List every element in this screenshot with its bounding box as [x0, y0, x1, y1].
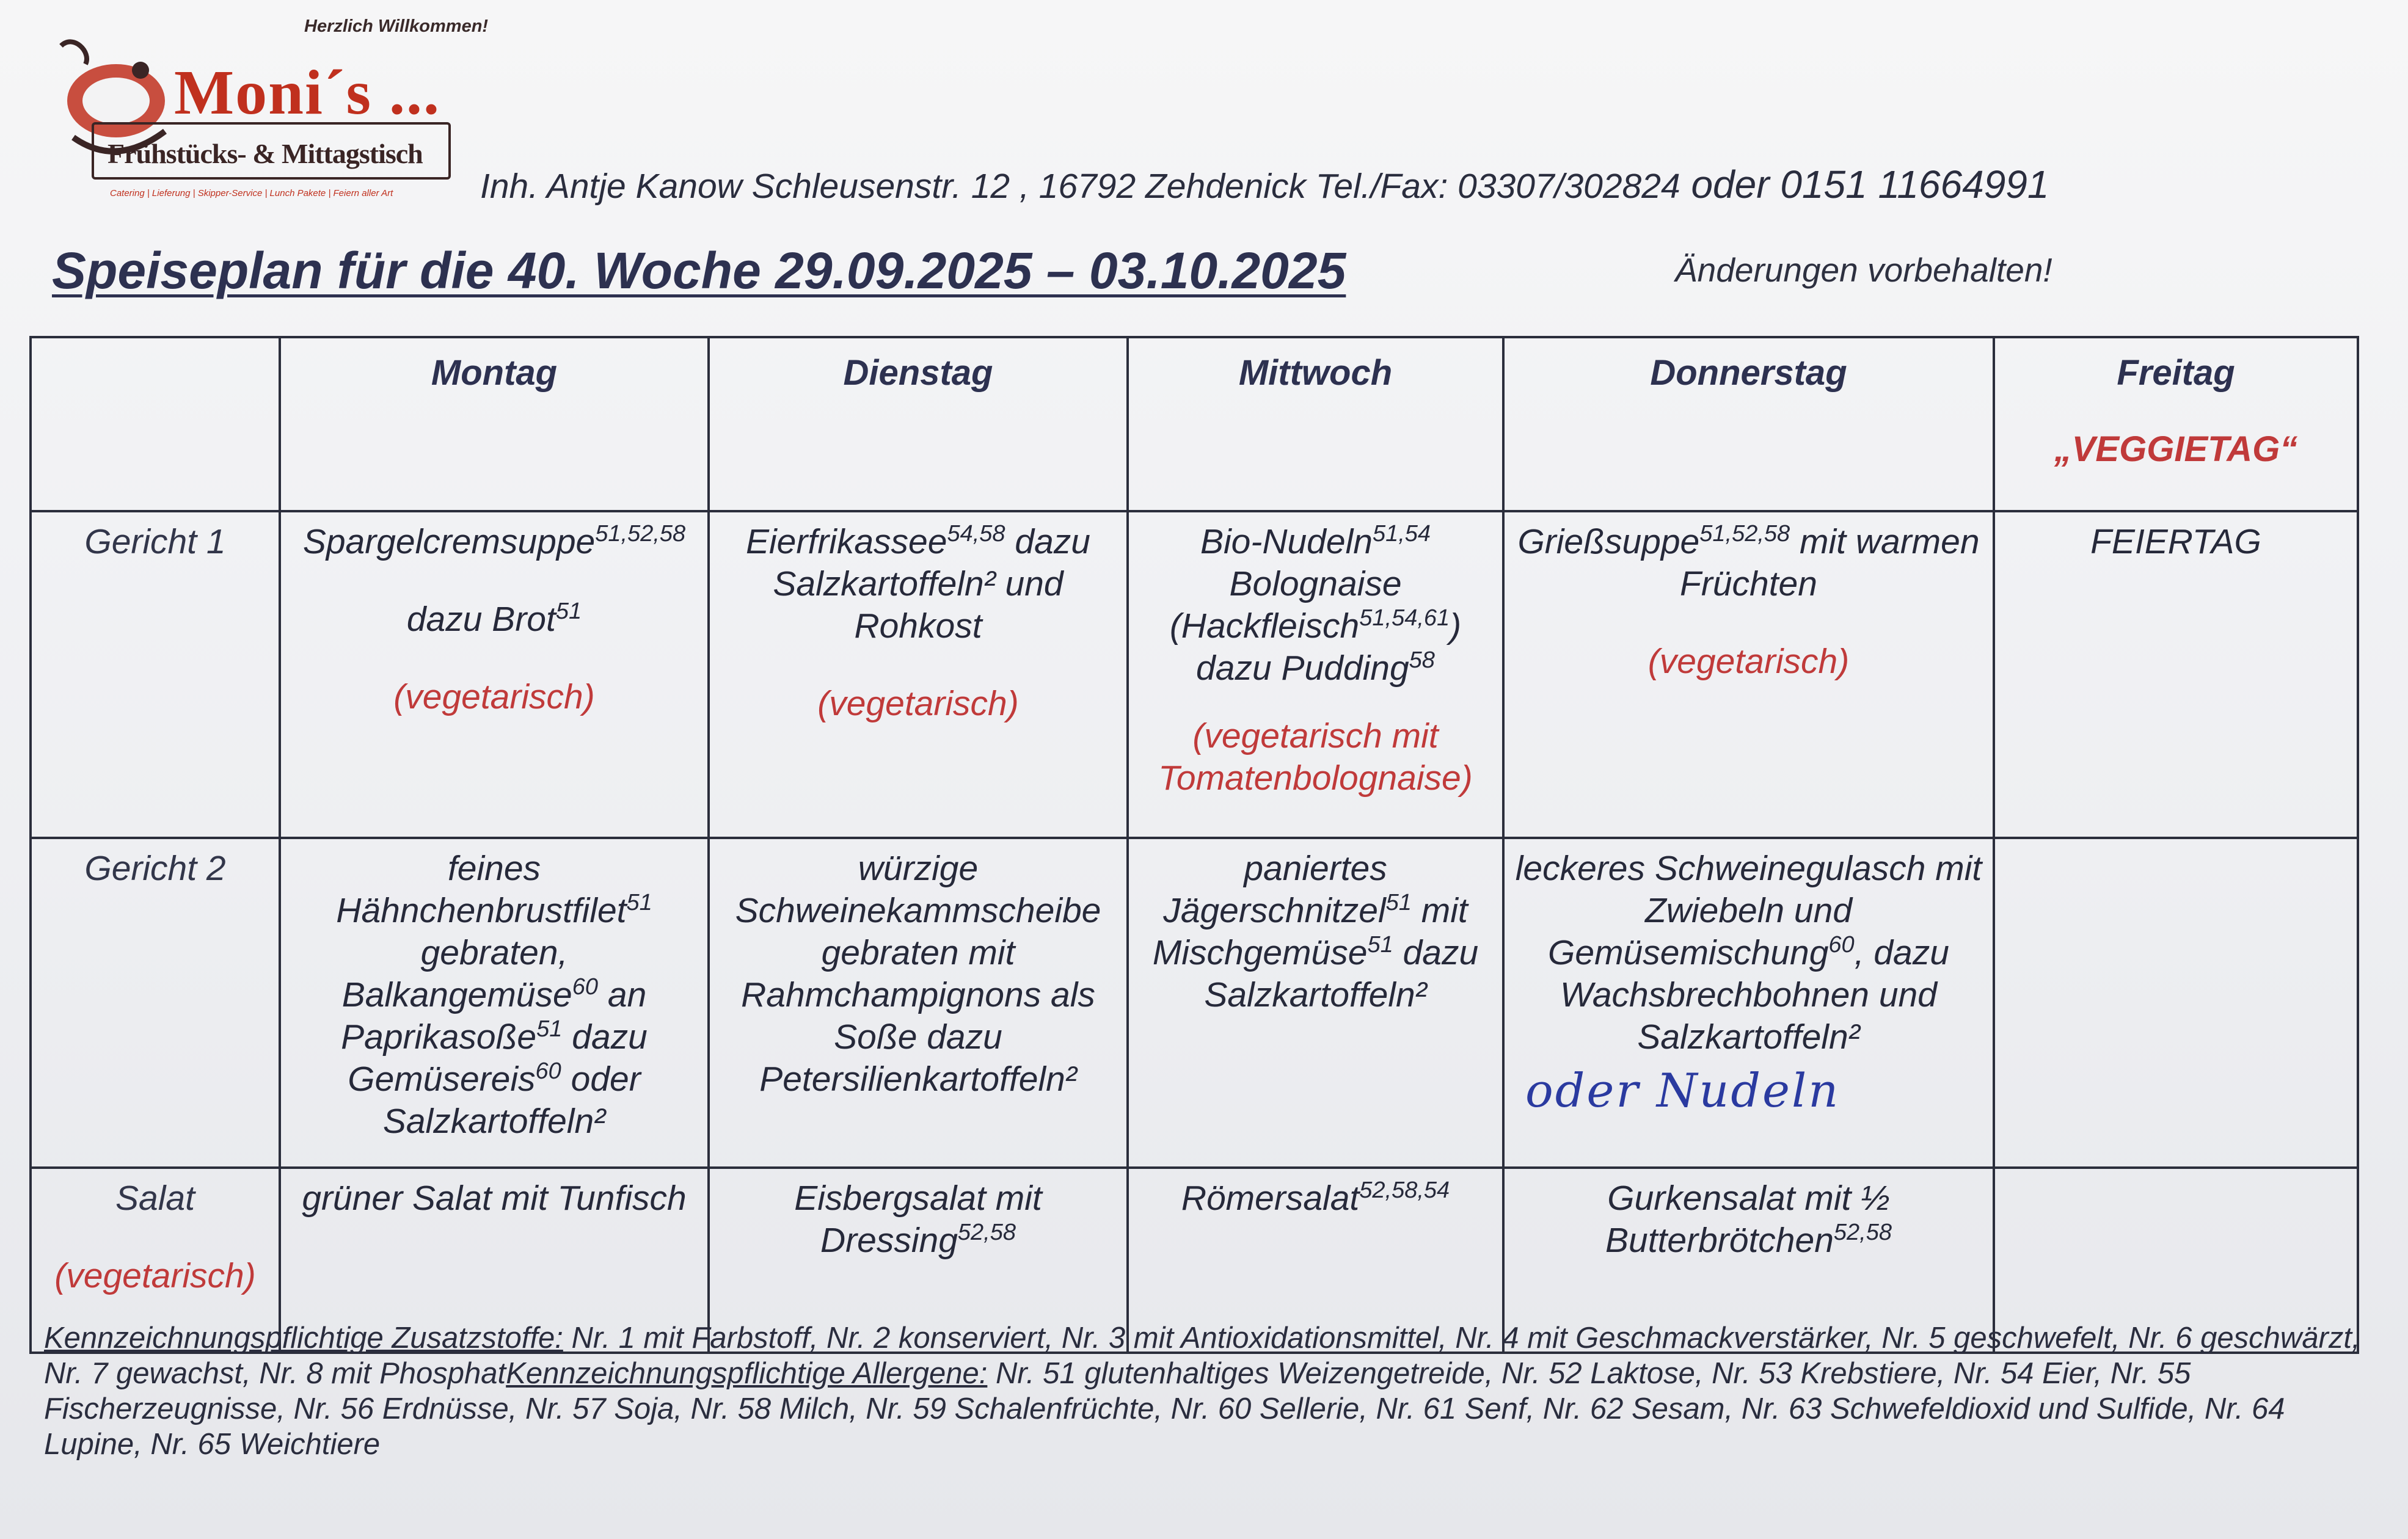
dish-text: an Paprikasoße [341, 975, 647, 1057]
page-title: Speiseplan für die 40. Woche 29.09.2025 – 03.10.2025 [52, 242, 1346, 299]
dish-text: gebraten, Balkangemüse [341, 933, 572, 1014]
vegetarian-note: (vegetarisch) [817, 684, 1019, 723]
dish-text: paniertes Jägerschnitzel [1163, 849, 1387, 930]
cell-g2-dienstag: würzige Schweinekammscheibe gebraten mit Rahmchampignons als Soße dazu Petersilienkartoffeln² [709, 838, 1128, 1168]
logo-name: Moni´s ... [174, 57, 440, 128]
allergen-code: 54,58 [947, 521, 1005, 547]
handwritten-note: oder Nudeln [1525, 1063, 1841, 1118]
allergen-code: 51,54,61 [1359, 605, 1450, 631]
cell-g1-donnerstag [1503, 511, 1994, 838]
vegetarian-note: (vegetarisch) [54, 1256, 256, 1295]
dish-text: mit Mischgemüse [1152, 891, 1468, 972]
dish-text: , dazu Wachsbrechbohnen und Salzkartoffeln² [1560, 933, 1949, 1057]
allergens-text: Nr. 51 glutenhaltiges Weizengetreide, Nr. 52 Laktose, Nr. 53 Krebstiere, Nr. 54 Eier, Nr. 55 Fischerzeugnisse, Nr. 56 Erdnüsse, Nr. 57 Soja, Nr. 58 Milch, Nr. 59 Schalenfrüchte, Nr. 60 Sellerie, Nr. 61 Senf, Nr. 62 Sesam, Nr. 63 Schwefeldioxid und Sulfide, Nr. 64 Lupine, Nr. 65 Weichtiere [44, 1357, 2285, 1461]
dish-text: Römersalat [1181, 1179, 1360, 1218]
allergen-code: 51 [626, 890, 652, 915]
cell-g2-montag [280, 838, 709, 1168]
allergen-code: 51,52,58 [595, 521, 686, 547]
dish-text: Eisbergsalat mit Dressing [794, 1179, 1042, 1260]
table-header-row [31, 337, 2358, 511]
contact-line [480, 162, 2049, 207]
dish-text: Gurkensalat mit ½ Butterbrötchen [1605, 1179, 1890, 1260]
cell-g2-freitag [1994, 838, 2358, 1168]
changes-note: Änderungen vorbehalten! [1675, 251, 2052, 289]
dish-text: Spargelcremsuppe [302, 522, 596, 561]
vegetarian-note: (vegetarisch mit Tomatenbolognaise) [1158, 716, 1473, 798]
allergens-label: Kennzeichnungspflichtige Allergene: [506, 1357, 988, 1390]
allergen-code: 60 [572, 974, 599, 1000]
footer-legend [44, 1320, 2390, 1462]
row-label-gericht-1: Gericht 1 [31, 511, 280, 838]
day-header-freitag [1994, 337, 2358, 511]
dish-text: dazu Salzkartoffeln² [1204, 933, 1479, 1014]
contact-address: Inh. Antje Kanow Schleusenstr. 12 , 16792 Zehdenick Tel./Fax: 03307/302824 [480, 167, 1680, 206]
vegetarian-note: (vegetarisch) [1647, 642, 1850, 681]
dish-text: oder Salzkartoffeln² [382, 1060, 641, 1141]
allergen-code: 52,58 [957, 1220, 1016, 1245]
allergen-code: 51,52,58 [1699, 521, 1790, 547]
allergen-code: 60 [1828, 932, 1855, 958]
table-row [31, 511, 2358, 838]
cell-g2-donnerstag [1503, 838, 1994, 1168]
allergen-code: 58 [1409, 647, 1435, 673]
cell-g1-freitag: FEIERTAG [1994, 511, 2358, 838]
additives-label: Kennzeichnungspflichtige Zusatzstoffe: [44, 1322, 563, 1355]
row-label-text: Salat [115, 1179, 195, 1218]
day-label: Freitag [2117, 353, 2235, 393]
day-header-donnerstag: Donnerstag [1503, 337, 1994, 511]
allergen-code: 51 [1385, 890, 1412, 915]
veggietag-label: „VEGGIETAG“ [2054, 429, 2298, 469]
dish-text: Eierfrikassee [746, 522, 947, 561]
cell-g1-montag [280, 511, 709, 838]
allergen-code: 52,58,54 [1359, 1177, 1450, 1203]
cell-g1-dienstag [709, 511, 1128, 838]
dish-text: ) dazu Pudding [1196, 606, 1462, 688]
cell-g1-mittwoch [1128, 511, 1503, 838]
additives-text: Nr. 1 mit Farbstoff, Nr. 2 konserviert, Nr. 3 mit Antioxidationsmittel, Nr. 4 mit Geschmackverstärker, Nr. 5 geschwefelt, Nr. 6 geschwärzt, Nr. 7 gewachst, Nr. 8 mit Phosphat [44, 1322, 2360, 1390]
menu-table [29, 336, 2359, 1354]
day-header-mittwoch: Mittwoch [1128, 337, 1503, 511]
vegetarian-note: (vegetarisch) [393, 677, 595, 716]
allergen-code: 60 [535, 1058, 561, 1084]
welcome-text: Herzlich Willkommen! [304, 16, 489, 36]
dish-text: Grießsuppe [1517, 522, 1700, 561]
dish-text: mit warmen Früchten [1680, 522, 1980, 603]
allergen-code: 51 [555, 598, 582, 624]
allergen-code: 51 [1367, 932, 1393, 958]
logo-subtitle: Frühstücks- & Mittagstisch [108, 138, 423, 169]
dish-text: dazu Gemüsereis [348, 1017, 648, 1099]
cell-g2-mittwoch [1128, 838, 1503, 1168]
day-header-dienstag: Dienstag [709, 337, 1128, 511]
dish-text: leckeres Schweinegulasch mit Zwiebeln und Gemüsemischung [1515, 849, 1982, 972]
dish-text: dazu Brot [406, 600, 556, 639]
dish-text: Bio-Nudeln [1200, 522, 1373, 561]
dish-text: dazu Salzkartoffeln² und Rohkost [773, 522, 1090, 646]
allergen-code: 52,58 [1833, 1220, 1892, 1245]
dish-text: Bolognaise (Hackfleisch [1169, 564, 1402, 646]
corner-cell [31, 337, 280, 511]
table-row [31, 838, 2358, 1168]
dish-text: feines Hähnchenbrustfilet [336, 849, 627, 930]
cell-salat-montag: grüner Salat mit Tunfisch [280, 1168, 709, 1353]
contact-phone: oder 0151 11664991 [1680, 162, 2049, 206]
logo-tagline: Catering | Lieferung | Skipper-Service | Lunch Pakete | Feiern aller Art [110, 188, 393, 198]
allergen-code: 51 [536, 1016, 563, 1042]
allergen-code: 51,54 [1372, 521, 1431, 547]
row-label-gericht-2: Gericht 2 [31, 838, 280, 1168]
day-header-montag: Montag [280, 337, 709, 511]
